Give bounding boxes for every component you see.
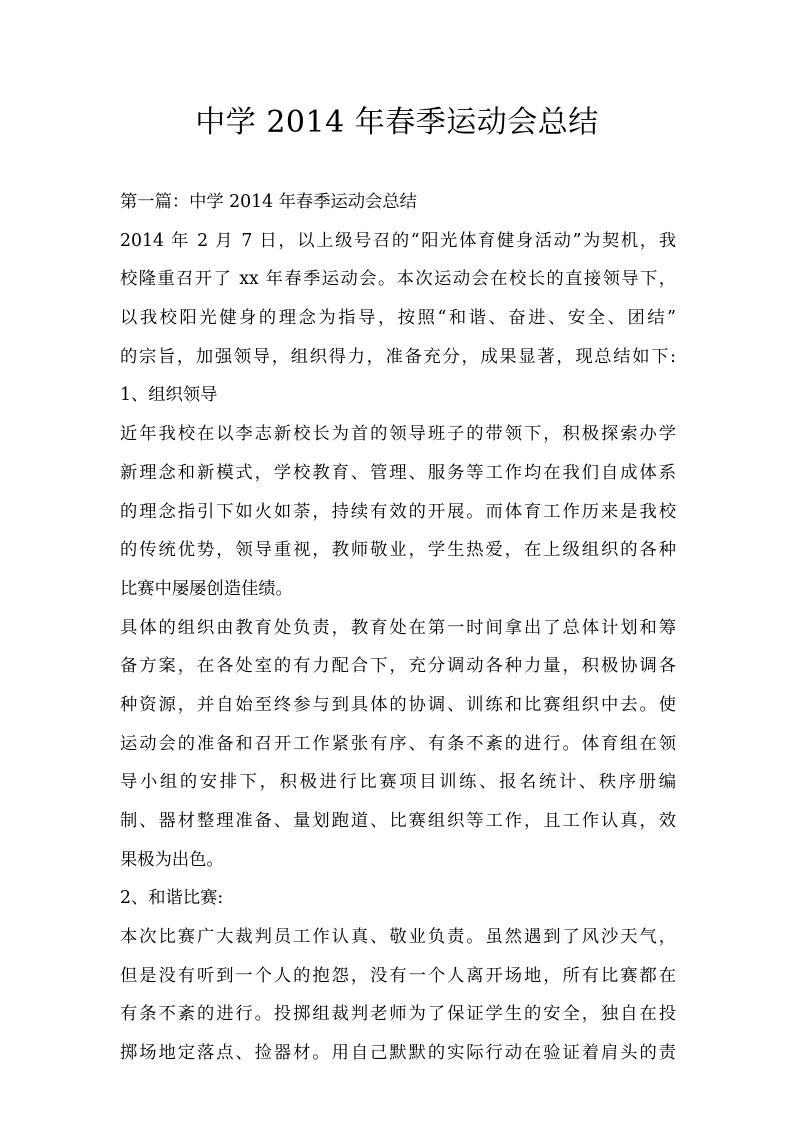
- paragraph-line: 果极为出色。: [120, 849, 224, 870]
- paragraph-line: 种资源，并自始至终参与到具体的协调、训练和比赛组织中去。使: [120, 694, 676, 715]
- paragraph-line: 2014 年 2 月 7 日，以上级号召的“阳光体育健身活动”为契机，我: [120, 230, 676, 251]
- paragraph-line: 有条不紊的进行。投掷组裁判老师为了保证学生的安全，独自在投: [120, 1004, 676, 1025]
- paragraph-line: 本次比赛广大裁判员工作认真、敬业负责。虽然遇到了风沙天气，: [120, 927, 676, 948]
- paragraph-line: 第一篇：中学 2014 年春季运动会总结: [120, 192, 417, 212]
- paragraph-line: 的理念指引下如火如荼，持续有效的开展。而体育工作历来是我校: [120, 501, 676, 522]
- paragraph-line: 以我校阳光健身的理念为指导，按照“和谐、奋进、安全、团结”: [120, 308, 676, 329]
- paragraph-line: 制、器材整理准备、量划跑道、比赛组织等工作，且工作认真，效: [120, 811, 676, 831]
- paragraph-line: 备方案，在各处室的有力配合下，充分调动各种力量，积极协调各: [120, 656, 676, 677]
- paragraph-line: 具体的组织由教育处负责，教育处在第一时间拿出了总体计划和筹: [120, 617, 676, 638]
- paragraph-line: 近年我校在以李志新校长为首的领导班子的带领下，积极探索办学: [120, 424, 676, 445]
- paragraph-line: 的宗旨，加强领导，组织得力，准备充分，成果显著，现总结如下:: [120, 346, 676, 367]
- paragraph-line: 掷场地定落点、捡器材。用自己默默的实际行动在验证着肩头的责: [120, 1043, 676, 1064]
- paragraph-line: 的传统优势，领导重视，教师敬业，学生热爱，在上级组织的各种: [120, 540, 676, 561]
- document-body: [120, 183, 676, 1073]
- paragraph-line: 但是没有听到一个人的抱怨，没有一个人离开场地，所有比赛都在: [120, 965, 676, 986]
- document-title: 中学 2014 年春季运动会总结: [195, 105, 599, 140]
- paragraph-line: 新理念和新模式，学校教育、管理、服务等工作均在我们自成体系: [120, 462, 676, 483]
- paragraph-line: 比赛中屡屡创造佳绩。: [120, 578, 293, 599]
- paragraph-line: 导小组的安排下，积极进行比赛项目训练、报名统计、秩序册编: [120, 772, 676, 793]
- paragraph-line: 1、组织领导: [120, 385, 218, 406]
- paragraph-line: 校隆重召开了 xx 年春季运动会。本次运动会在校长的直接领导下，: [120, 269, 676, 290]
- paragraph-line: 运动会的准备和召开工作紧张有序、有条不紊的进行。体育组在领: [120, 733, 676, 754]
- paragraph-line: 2、和谐比赛:: [120, 888, 224, 909]
